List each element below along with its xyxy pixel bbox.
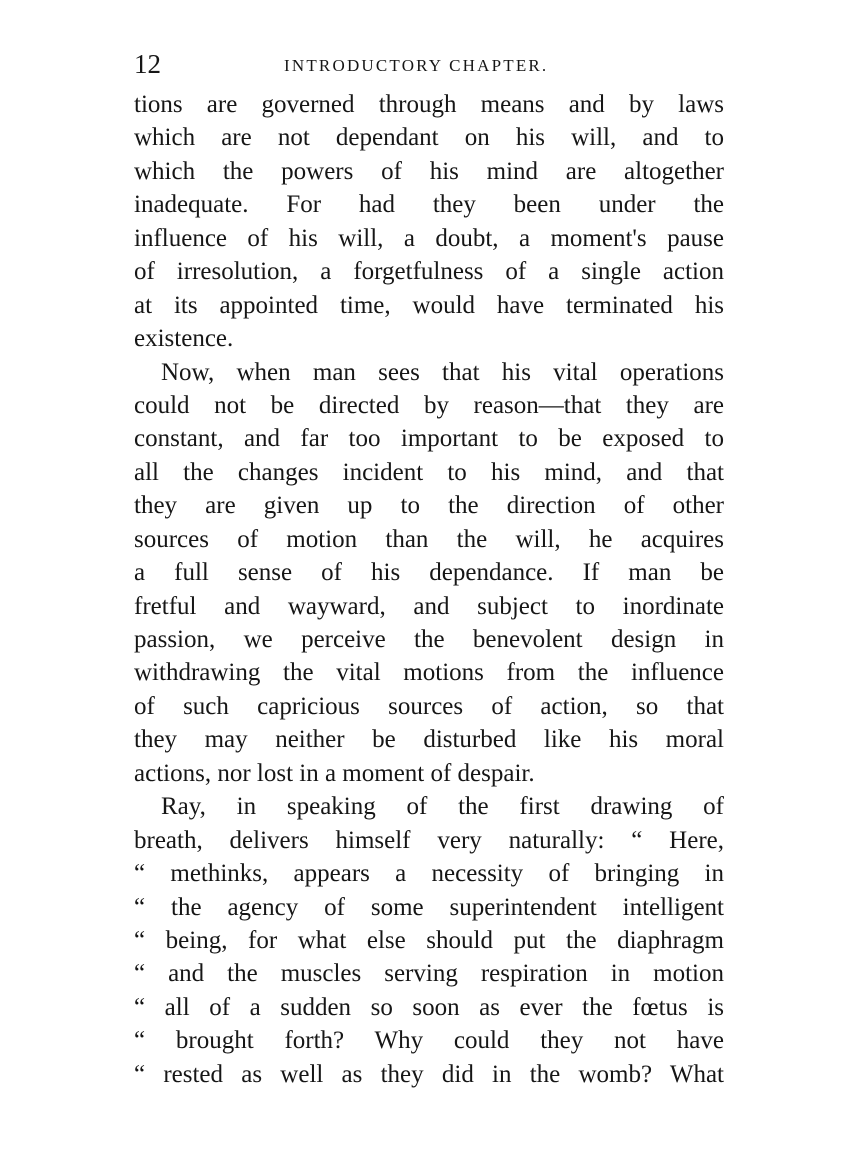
text-line: “ brought forth? Why could they not have — [134, 1027, 724, 1055]
text-line: sources of motion than the will, he acquires — [134, 525, 724, 553]
text-line: Now, when man sees that his vital operations — [161, 358, 724, 386]
text-line: of such capricious sources of action, so that — [134, 692, 724, 720]
text-line: breath, delivers himself very naturally: “ Here, — [134, 826, 724, 854]
text-line: actions, nor lost in a moment of despair. — [134, 759, 535, 787]
text-line: all the changes incident to his mind, and that — [134, 458, 724, 486]
text-line: “ all of a sudden so soon as ever the fœtus is — [134, 993, 724, 1021]
text-line: of irresolution, a forgetfulness of a single action — [134, 258, 724, 286]
text-line: tions are governed through means and by laws — [134, 91, 724, 118]
body-text — [134, 88, 724, 1091]
text-line: fretful and wayward, and subject to inordinate — [134, 592, 724, 620]
text-line: which the powers of his mind are altogether — [134, 157, 724, 185]
chapter-title: INTRODUCTORY CHAPTER. — [284, 56, 549, 75]
text-line: which are not dependant on his will, and to — [134, 124, 724, 152]
text-line: “ rested as well as they did in the womb? What — [134, 1060, 724, 1088]
text-line: they may neither be disturbed like his moral — [134, 726, 724, 754]
text-line: “ being, for what else should put the diaphragm — [134, 926, 724, 954]
text-line: they are given up to the direction of other — [134, 492, 724, 520]
text-line: “ and the muscles serving respiration in motion — [134, 960, 724, 988]
text-line: “ methinks, appears a necessity of bringing in — [134, 860, 724, 888]
page-number: 12 — [134, 49, 161, 79]
text-line: “ the agency of some superintendent intelligent — [134, 893, 724, 921]
text-line: at its appointed time, would have terminated his — [134, 291, 724, 319]
running-head — [134, 44, 724, 84]
text-line: a full sense of his dependance. If man be — [134, 559, 724, 587]
text-line: passion, we perceive the benevolent design in — [134, 626, 724, 653]
text-line: could not be directed by reason—that they are — [134, 391, 724, 419]
text-line: influence of his will, a doubt, a moment's pause — [134, 224, 724, 252]
text-line: withdrawing the vital motions from the influence — [134, 659, 724, 687]
text-line: Ray, in speaking of the first drawing of — [161, 793, 724, 821]
text-line: constant, and far too important to be exposed to — [134, 425, 724, 453]
text-line: inadequate. For had they been under the — [134, 191, 724, 219]
text-line: existence. — [134, 325, 234, 353]
